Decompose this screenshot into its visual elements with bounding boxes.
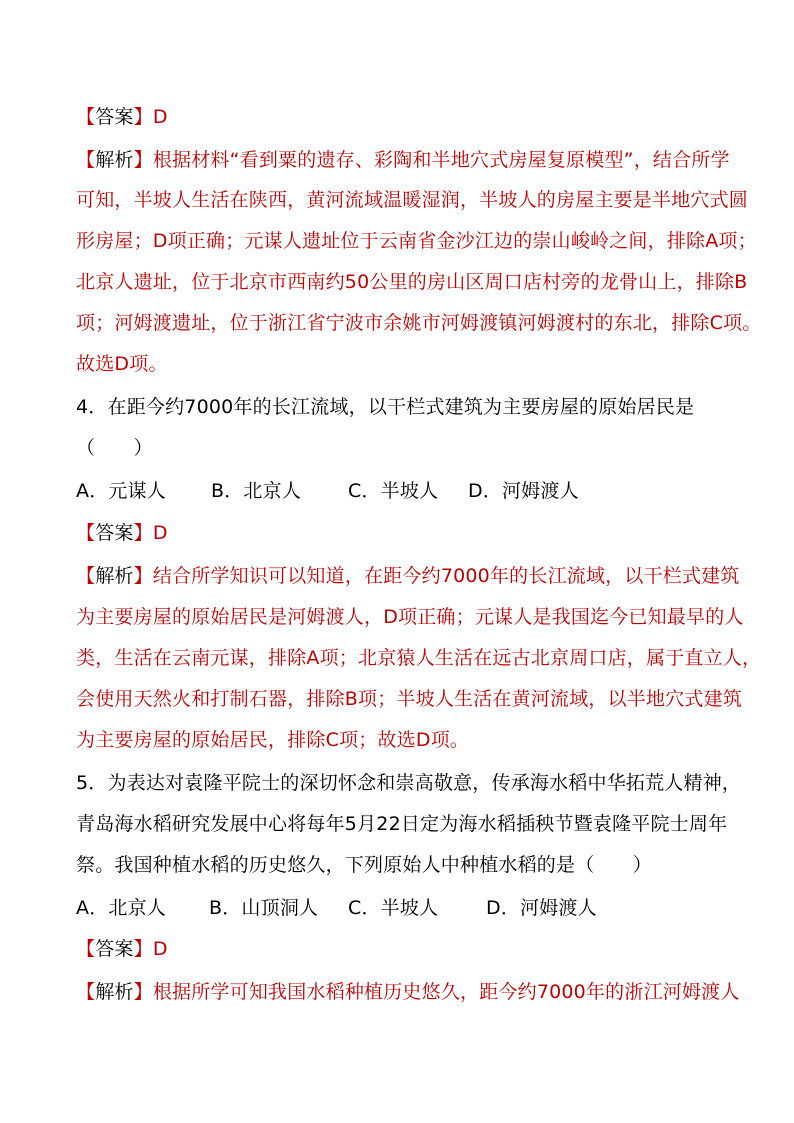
option-b: B．北京人 bbox=[211, 480, 302, 502]
options-row bbox=[76, 479, 716, 503]
analysis-bracket-open: 【 bbox=[76, 981, 96, 1003]
analysis-label: 解析 bbox=[95, 565, 134, 587]
analysis-bracket-close: 】 bbox=[133, 149, 153, 171]
analysis-text: 为主要房屋的原始居民是河姆渡人，D项正确；元谋人是我国迄今已知最早的人 bbox=[76, 606, 744, 628]
option-a: A．北京人 bbox=[76, 897, 166, 919]
analysis-text: 会使用天然火和打制石器，排除B项；半坡人生活在黄河流域，以半地穴式建筑 bbox=[76, 688, 743, 710]
answer-label: 答案 bbox=[95, 938, 134, 960]
options-row bbox=[76, 896, 716, 920]
answer-line bbox=[76, 937, 168, 961]
answer-value: D bbox=[152, 938, 168, 960]
analysis-bracket-close: 】 bbox=[133, 565, 153, 587]
answer-value: D bbox=[152, 522, 168, 544]
question-stem: 4．在距今约7000年的长江流域，以干栏式建筑为主要房屋的原始居民是 bbox=[76, 396, 695, 418]
answer-label: 答案 bbox=[95, 522, 134, 544]
option-c: C．半坡人 bbox=[348, 897, 439, 919]
analysis-text: 项；河姆渡遗址，位于浙江省宁波市余姚市河姆渡镇河姆渡村的东北，排除C项。 bbox=[76, 312, 762, 334]
option-d: D．河姆渡人 bbox=[486, 897, 597, 919]
analysis-line bbox=[76, 564, 740, 588]
option-b: B．山顶洞人 bbox=[209, 897, 319, 919]
question-stem: 青岛海水稻研究发展中心将每年5月22日定为海水稻插秧节暨袁隆平院士周年 bbox=[76, 813, 728, 835]
analysis-text: 为主要房屋的原始居民，排除C项；故选D项。 bbox=[76, 729, 470, 751]
question-stem: 祭。我国种植水稻的历史悠久，下列原始人中种植水稻的是（ ） bbox=[76, 854, 653, 876]
answer-line bbox=[76, 521, 168, 545]
analysis-text: 结合所学知识可以知道，在距今约7000年的长江流域，以干栏式建筑 bbox=[152, 565, 740, 587]
question-blank: （ ） bbox=[76, 437, 153, 459]
question-stem: 5．为表达对袁隆平院士的深切怀念和崇高敬意，传承海水稻中华拓荒人精神， bbox=[76, 772, 742, 794]
answer-bracket-close: 】 bbox=[133, 522, 153, 544]
analysis-text: 类，生活在云南元谋，排除A项；北京猿人生活在远古北京周口店，属于直立人， bbox=[76, 647, 762, 669]
analysis-bracket-close: 】 bbox=[133, 981, 153, 1003]
analysis-label: 解析 bbox=[95, 981, 134, 1003]
answer-label: 答案 bbox=[95, 106, 134, 128]
analysis-line bbox=[76, 980, 740, 1004]
answer-line bbox=[76, 105, 168, 129]
analysis-text: 根据材料“看到粟的遗存、彩陶和半地穴式房屋复原模型”，结合所学 bbox=[152, 149, 730, 171]
analysis-text: 故选D项。 bbox=[76, 353, 168, 375]
analysis-line bbox=[76, 148, 730, 172]
analysis-text: 根据所学可知我国水稻种植历史悠久，距今约7000年的浙江河姆渡人 bbox=[152, 981, 740, 1003]
option-a: A．元谋人 bbox=[76, 480, 166, 502]
answer-bracket-open: 【 bbox=[76, 106, 96, 128]
answer-bracket-close: 】 bbox=[133, 938, 153, 960]
analysis-bracket-open: 【 bbox=[76, 149, 96, 171]
analysis-bracket-open: 【 bbox=[76, 565, 96, 587]
option-c: C．半坡人 bbox=[348, 480, 439, 502]
answer-bracket-open: 【 bbox=[76, 938, 96, 960]
option-d: D．河姆渡人 bbox=[468, 480, 579, 502]
analysis-text: 可知，半坡人生活在陕西，黄河流域温暖湿润，半坡人的房屋主要是半地穴式圆 bbox=[76, 189, 749, 211]
answer-bracket-open: 【 bbox=[76, 522, 96, 544]
analysis-text: 北京人遗址，位于北京市西南约50公里的房山区周口店村旁的龙骨山上，排除B bbox=[76, 271, 748, 293]
answer-value: D bbox=[152, 106, 168, 128]
answer-bracket-close: 】 bbox=[133, 106, 153, 128]
analysis-label: 解析 bbox=[95, 149, 134, 171]
analysis-text: 形房屋；D项正确；元谋人遗址位于云南省金沙江边的崇山峻岭之间，排除A项； bbox=[76, 230, 757, 252]
